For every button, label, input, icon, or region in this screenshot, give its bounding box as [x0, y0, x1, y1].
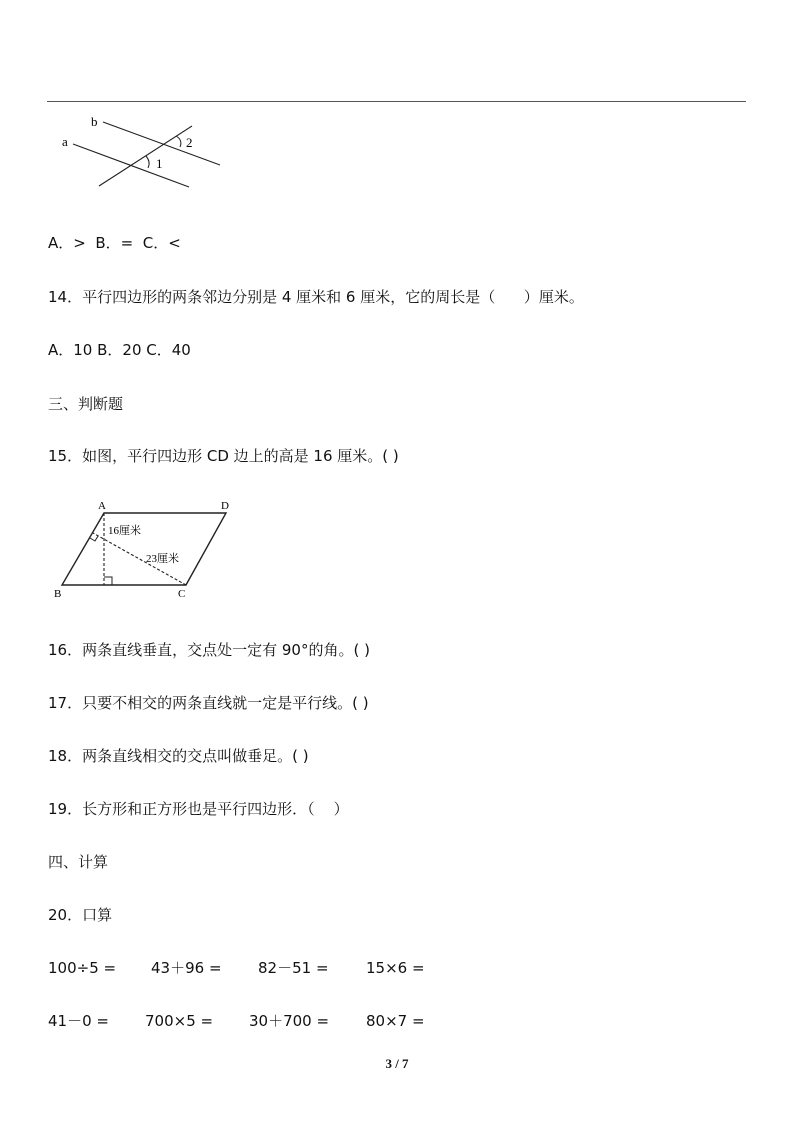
- section-3-heading: 三、判断题: [48, 395, 124, 413]
- calc-item: 700×5 =: [145, 1012, 214, 1030]
- height-label: 16厘米: [108, 525, 141, 537]
- q18: 18．两条直线相交的交点叫做垂足。( ): [48, 747, 309, 765]
- angle-1-arc: [146, 156, 149, 168]
- page-number: 3 / 7: [385, 1056, 409, 1071]
- calc-row-1: [48, 958, 748, 978]
- calc-item: 15×6 =: [366, 959, 425, 977]
- calc-item: 100÷5 =: [48, 959, 117, 977]
- label-angle-2: 2: [186, 135, 193, 150]
- calc-item: 41－0 =: [48, 1012, 109, 1030]
- parallelogram-outline: [62, 513, 226, 585]
- q14-options: A．10 B．20 C．40: [48, 341, 191, 359]
- q19: 19．长方形和正方形也是平行四边形．（ ）: [48, 800, 349, 818]
- section-4-heading: 四、计算: [48, 853, 109, 871]
- intersecting-lines-figure: [55, 110, 230, 192]
- vertex-c: C: [178, 588, 186, 600]
- right-angle-mark-left: [90, 536, 98, 541]
- transversal-line: [99, 126, 192, 186]
- label-a: a: [62, 134, 68, 149]
- label-angle-1: 1: [156, 156, 163, 171]
- vertex-d: D: [221, 500, 229, 512]
- q15-stem: 15．如图，平行四边形 CD 边上的高是 16 厘米。( ): [48, 447, 399, 465]
- right-angle-mark-bottom: [104, 577, 112, 585]
- angle-2-arc: [176, 136, 181, 147]
- label-b: b: [91, 114, 98, 129]
- calc-item: 43＋96 =: [151, 959, 222, 977]
- q20-title: 20．口算: [48, 906, 113, 924]
- q13-options: A．> B．= C．<: [48, 234, 181, 252]
- q17: 17．只要不相交的两条直线就一定是平行线。( ): [48, 694, 369, 712]
- vertex-b: B: [54, 588, 62, 600]
- vertex-a: A: [98, 500, 106, 512]
- header-rule: [47, 101, 746, 102]
- calc-item: 30＋700 =: [249, 1012, 330, 1030]
- calc-row-2: [48, 1011, 748, 1031]
- calc-item: 80×7 =: [366, 1012, 425, 1030]
- parallelogram-figure: [48, 496, 238, 602]
- calc-item: 82－51 =: [258, 959, 329, 977]
- diagonal-label: 23厘米: [146, 553, 179, 565]
- q14-stem: 14．平行四边形的两条邻边分别是 4 厘米和 6 厘米，它的周长是（ ）厘米。: [48, 288, 584, 306]
- q16: 16．两条直线垂直，交点处一定有 90°的角。( ): [48, 641, 370, 659]
